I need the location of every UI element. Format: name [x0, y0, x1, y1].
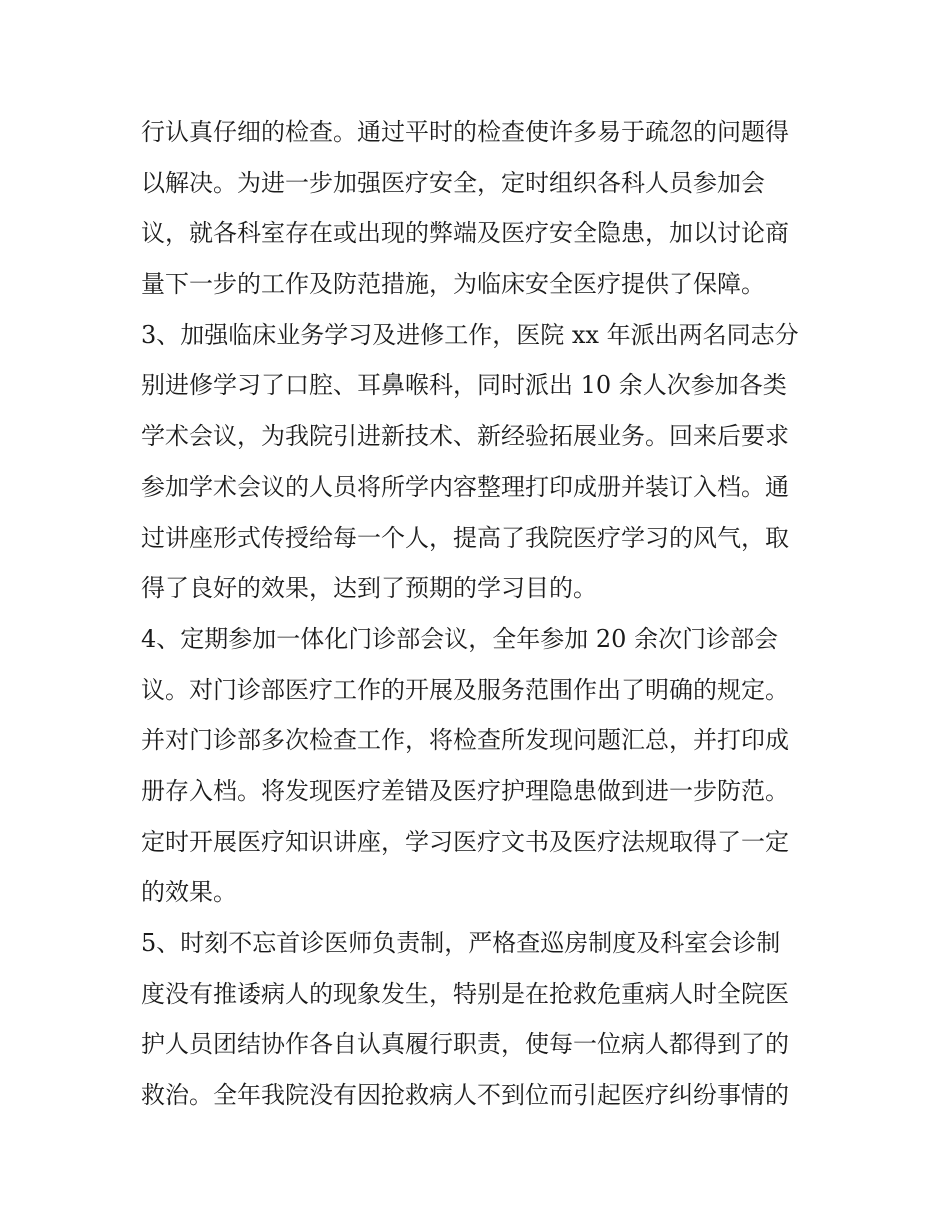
body-text — [141, 107, 821, 1121]
text-line: 3、加强临床业务学习及进修工作，医院 xx 年派出两名同志分 — [141, 320, 799, 349]
text-line: 度没有推诿病人的现象发生，特别是在抢救危重病人时全院医 — [141, 979, 789, 1008]
text-line: 并对门诊部多次检查工作，将检查所发现问题汇总，并打印成 — [141, 726, 789, 755]
text-line: 5、时刻不忘首诊医师负责制，严格查巡房制度及科室会诊制 — [141, 929, 781, 957]
text-line: 册存入档。将发现医疗差错及医疗护理隐患做到进一步防范。 — [141, 776, 789, 805]
text-line: 定时开展医疗知识讲座，学习医疗文书及医疗法规取得了一定 — [141, 827, 789, 856]
text-line: 护人员团结协作各自认真履行职责，使每一位病人都得到了的 — [141, 1030, 789, 1059]
text-line: 过讲座形式传授给每一个人，提高了我院医疗学习的风气，取 — [141, 523, 789, 552]
text-line: 以解决。为进一步加强医疗安全，定时组织各科人员参加会 — [141, 168, 765, 197]
text-line: 议。对门诊部医疗工作的开展及服务范围作出了明确的规定。 — [141, 675, 789, 704]
text-line: 行认真仔细的检查。通过平时的检查使许多易于疏忽的问题得 — [141, 118, 789, 146]
text-line: 量下一步的工作及防范措施，为临床安全医疗提供了保障。 — [141, 270, 765, 299]
text-line: 救治。全年我院没有因抢救病人不到位而引起医疗纠纷事情的 — [141, 1081, 789, 1110]
text-line: 的效果。 — [141, 878, 237, 907]
text-line: 别进修学习了口腔、耳鼻喉科，同时派出 10 余人次参加各类 — [141, 371, 787, 400]
text-line: 得了良好的效果，达到了预期的学习目的。 — [141, 574, 597, 603]
text-line: 议，就各科室存在或出现的弊端及医疗安全隐患，加以讨论商 — [141, 219, 789, 248]
text-line: 学术会议，为我院引进新技术、新经验拓展业务。回来后要求 — [141, 422, 789, 451]
text-line: 参加学术会议的人员将所学内容整理打印成册并装订入档。通 — [141, 472, 789, 501]
text-line: 4、定期参加一体化门诊部会议，全年参加 20 余次门诊部会 — [141, 624, 779, 653]
